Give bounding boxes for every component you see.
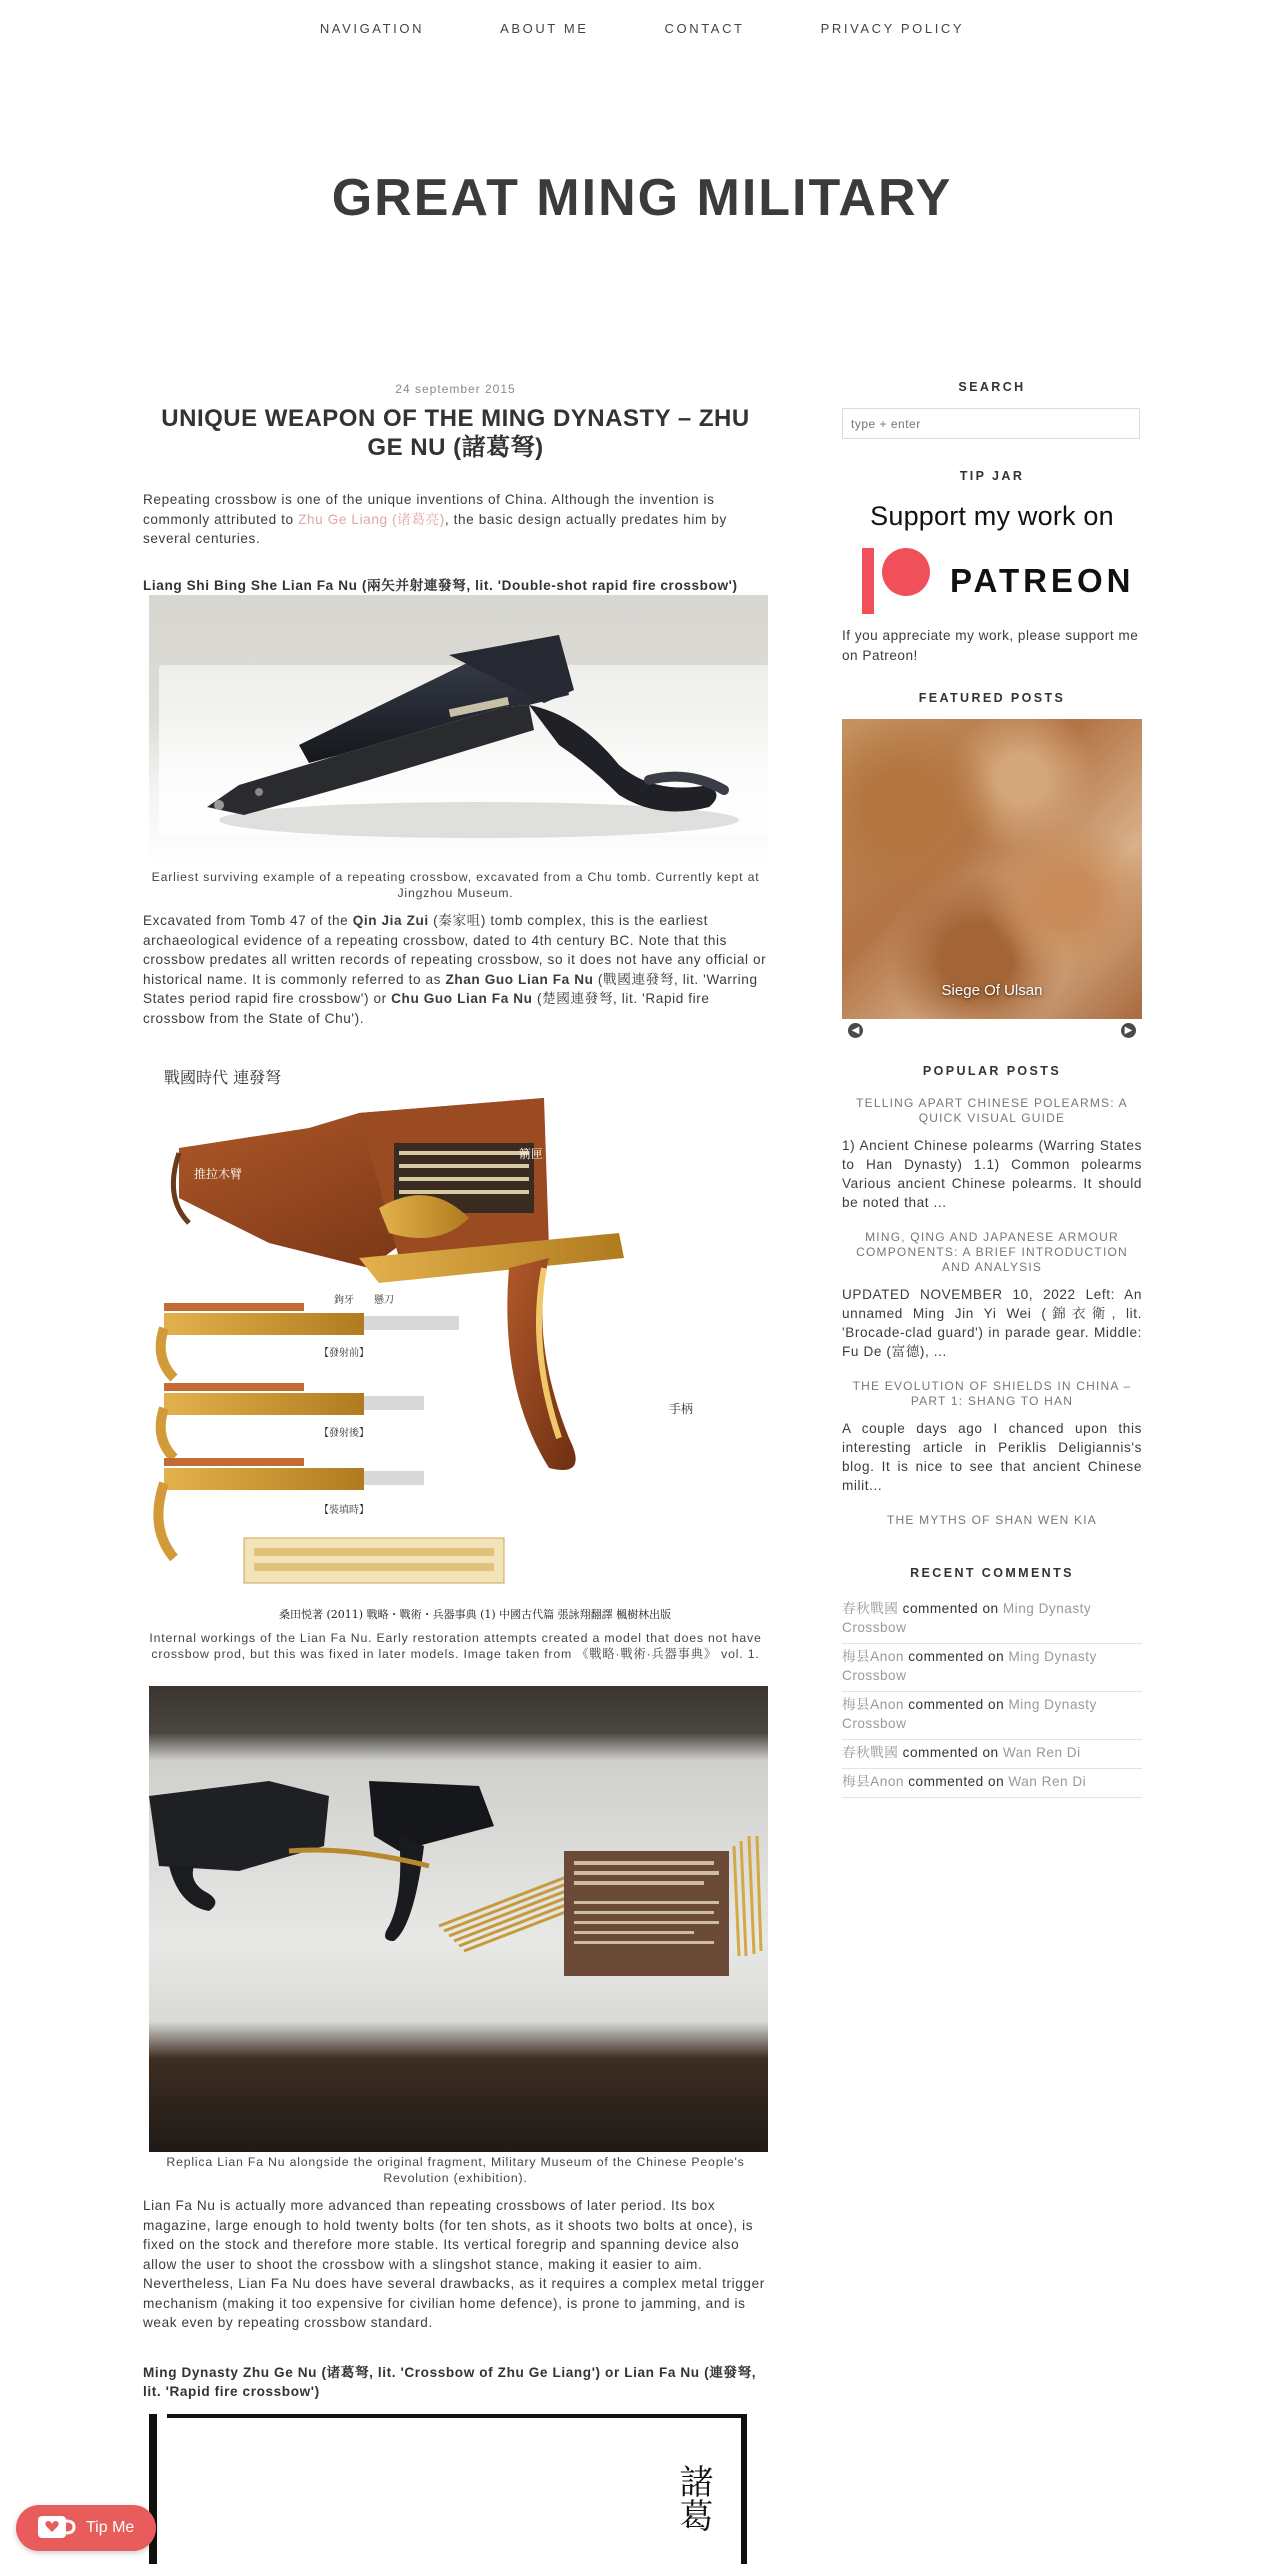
diagram-after-fire [161, 1383, 424, 1458]
comment-author[interactable]: 梅县Anon [842, 1649, 904, 1664]
popular-post-1 [842, 1096, 1142, 1212]
patreon-banner[interactable] [842, 501, 1142, 614]
post-intro [143, 490, 768, 549]
comment-item [842, 1644, 1142, 1692]
diagram-label-after: 【發射後】 [319, 1428, 369, 1439]
para2-qin-jia-zui: Qin Jia Zui [352, 913, 429, 928]
diagram-label-hook: 鉤牙 [334, 1295, 354, 1306]
post-paragraph-qin-jia-zui [143, 911, 768, 1028]
recent-comments-title: RECENT COMMENTS [910, 1566, 1074, 1580]
para2-g: (楚國連發弩, lit. 'Rapid fire crossbow from the State of Chu'). [143, 991, 710, 1026]
popular-post-3 [842, 1379, 1142, 1495]
comment-target-link[interactable]: Ming Dynasty Crossbow [842, 1601, 1092, 1635]
sidebar [842, 380, 1142, 1798]
post-date: 24 september 2015 [395, 382, 516, 396]
popular-post-excerpt: UPDATED NOVEMBER 10, 2022 Left: An unnamed Ming Jin Yi Wei (錦衣衛, lit. 'Brocade-clad guard') in parade gear. Middle: Fu De (富德), ... [842, 1287, 1142, 1359]
popular-post-title[interactable]: MING, QING AND JAPANESE ARMOUR COMPONENTS: A BRIEF INTRODUCTION AND ANALYSIS [856, 1230, 1128, 1274]
comment-item [842, 1692, 1142, 1740]
popular-post-excerpt: A couple days ago I chanced upon this interesting article in Periklis Deligiannis's blog. It is nice to see that ancient Chinese milit... [842, 1421, 1142, 1493]
intro-text-after: , the basic design actually predates him by several centuries. [143, 511, 727, 546]
caption-diagram: Internal workings of the Lian Fa Nu. Early restoration attempts created a model that does not have crossbow prod, but this was fixed in later models. Image taken from 《戰略·戰術·兵器事典》 vol. 1. [149, 1631, 762, 1661]
popular-post-excerpt: 1) Ancient Chinese polearms (Warring States to Han Dynasty) 1.1) Common polearms Various ancient Chinese polearms. It should be noted that ... [842, 1138, 1142, 1210]
patreon-icon [862, 548, 932, 614]
popular-post-title[interactable]: TELLING APART CHINESE POLEARMS: A QUICK VISUAL GUIDE [856, 1096, 1128, 1125]
diagram-illustration-icon [149, 1058, 768, 1628]
tip-me-button[interactable] [16, 2505, 156, 2551]
site-title[interactable]: GREAT MING MILITARY [331, 169, 953, 227]
nav-contact[interactable]: CONTACT [664, 20, 745, 36]
featured-post-caption[interactable]: Siege Of Ulsan [941, 982, 1043, 999]
diagram-label-arm: 推拉木臂 [194, 1167, 243, 1181]
tip-me-label: Tip Me [86, 2519, 135, 2536]
diagram-label-handle: 手柄 [669, 1402, 694, 1416]
popular-post-title[interactable]: THE MYTHS OF SHAN WEN KIA [886, 1513, 1097, 1527]
slider-prev-icon[interactable]: ◀ [848, 1023, 863, 1038]
caption-replica: Replica Lian Fa Nu alongside the original fragment, Military Museum of the Chinese People's Revolution (exhibition). [166, 2155, 745, 2185]
search-widget-title: SEARCH [958, 380, 1026, 394]
comment-target-link[interactable]: Ming Dynasty Crossbow [842, 1649, 1097, 1683]
comment-target-link[interactable]: Wan Ren Di [1002, 1745, 1081, 1760]
figure-replica [149, 1686, 762, 2186]
nav-navigation[interactable]: NAVIGATION [319, 20, 425, 36]
comment-item [842, 1740, 1142, 1769]
slider-next-icon[interactable]: ▶ [1121, 1023, 1136, 1038]
patreon-wordmark: PATREON [950, 562, 1135, 599]
diagram-magazine-section [244, 1538, 504, 1583]
chu-crossbow-photo[interactable] [149, 595, 768, 867]
figure-chu-crossbow [149, 595, 762, 901]
comment-item [842, 1769, 1142, 1798]
figure-scan [149, 2414, 762, 2564]
coffee-cup-icon [36, 2513, 76, 2543]
crossbow-artifact-icon [149, 595, 768, 867]
para2-chu-guo: Chu Guo Lian Fa Nu [391, 991, 533, 1006]
para2-e: (戰國連發弩, lit. 'Warring States period rapid fire crossbow') or [143, 971, 758, 1006]
para2-zhan-guo: Zhan Guo Lian Fa Nu [445, 971, 594, 987]
comment-author[interactable]: 梅县Anon [842, 1697, 904, 1712]
diagram-label-loading: 【裝填時】 [319, 1505, 369, 1516]
popular-post-4 [842, 1513, 1142, 1528]
search-input[interactable] [842, 408, 1140, 439]
diagram-label-before: 【發射前】 [319, 1348, 369, 1359]
subheading-ming-zhu-ge-nu: Ming Dynasty Zhu Ge Nu (诸葛弩, lit. 'Crossbow of Zhu Ge Liang') or Lian Fa Nu (連發弩, lit. 'Rapid fire crossbow') [143, 2364, 757, 2399]
comment-target-link[interactable]: Ming Dynasty Crossbow [842, 1697, 1097, 1731]
zhu-ge-liang-link[interactable]: Zhu Ge Liang (诸葛亮) [298, 511, 445, 527]
comment-author[interactable]: 春秋戰國 [842, 1745, 899, 1760]
replica-display-icon [149, 1686, 768, 2152]
blog-post [143, 382, 768, 2564]
caption-chu-crossbow: Earliest surviving example of a repeating crossbow, excavated from a Chu tomb. Currently kept at Jingzhou Museum. [151, 870, 760, 900]
para2-c: (秦家咀) tomb complex, this is the earliest archaeological evidence of a repeating crossbow, dated to 4th century BC. Note that this crossbow predates all written records of repeating crossbow, so it does not have any official or historical name. It is commonly referred to as [143, 913, 767, 987]
recent-comments-list [842, 1596, 1142, 1798]
diagram-before-fire [161, 1293, 459, 1378]
subheading-liang-shi: Liang Shi Bing She Lian Fa Nu (兩矢并射連發弩, lit. 'Double-shot rapid fire crossbow') [143, 577, 738, 593]
comment-verb: commented on [902, 1601, 999, 1616]
comment-verb: commented on [902, 1745, 999, 1760]
nav-privacy-policy[interactable]: PRIVACY POLICY [820, 20, 965, 36]
para2-a: Excavated from Tomb 47 of the [143, 913, 353, 928]
featured-slider-controls [842, 1019, 1142, 1038]
featured-post-slide[interactable] [842, 719, 1142, 1019]
diagram-label-magazine: 箭匣 [519, 1147, 544, 1161]
popular-widget-title: POPULAR POSTS [922, 1064, 1062, 1078]
post-title[interactable]: UNIQUE WEAPON OF THE MING DYNASTY – ZHU GE NU (諸葛弩) [161, 405, 750, 461]
tip-jar-text: If you appreciate my work, please support me on Patreon! [842, 628, 1139, 663]
comment-verb: commented on [908, 1774, 1005, 1789]
popular-post-2 [842, 1230, 1142, 1361]
top-navigation [0, 0, 1284, 56]
intro-text-before: Repeating crossbow is one of the unique inventions of China. Although the invention is commonly attributed to [143, 492, 715, 527]
scan-chinese-text: 諸葛 [673, 2463, 713, 2532]
diagram-title: 戰國時代 連發弩 [164, 1068, 282, 1087]
zhu-ge-nu-scan[interactable] [149, 2414, 768, 2564]
tipjar-widget-title: TIP JAR [959, 469, 1025, 483]
replica-crossbow-photo[interactable] [149, 1686, 768, 2152]
diagram-label-trigger: 懸刀 [374, 1295, 394, 1306]
comment-author[interactable]: 梅县Anon [842, 1774, 904, 1789]
comment-item [842, 1596, 1142, 1644]
comment-verb: commented on [908, 1697, 1005, 1712]
popular-post-title[interactable]: THE EVOLUTION OF SHIELDS IN CHINA – PART 1: SHANG TO HAN [852, 1379, 1132, 1408]
comment-author[interactable]: 春秋戰國 [842, 1601, 899, 1616]
featured-widget-title: FEATURED POSTS [918, 691, 1066, 705]
diagram-credit: 桑田悦著 (2011) 戰略・戰術・兵器事典 (1) 中國古代篇 張詠翔翻譯 楓樹林出版 [279, 1608, 672, 1621]
nav-about-me[interactable]: ABOUT ME [500, 20, 589, 36]
post-paragraph-lian-fa-nu: Lian Fa Nu is actually more advanced than repeating crossbows of later period. Its box magazine, large enough to hold twenty bolts (for ten shots, as it shoots two bolts at once), is fixed on the stock and therefore more stable. Its vertical foregrip and spanning device also allow the user to shoot the crossbow with a slingshot stance, making it easier to aim. Nevertheless, Lian Fa Nu does have several drawbacks, as it requires a complex metal trigger mechanism (making it too expensive for civilian home defence), is prone to jamming, and is weak even by repeating crossbow standard. [143, 2198, 765, 2330]
comment-verb: commented on [908, 1649, 1005, 1664]
figure-diagram [149, 1058, 762, 1662]
lian-fa-nu-diagram[interactable] [149, 1058, 768, 1628]
patreon-logo [842, 548, 1142, 614]
comment-target-link[interactable]: Wan Ren Di [1008, 1774, 1087, 1789]
patreon-support-text: Support my work on [870, 501, 1114, 531]
